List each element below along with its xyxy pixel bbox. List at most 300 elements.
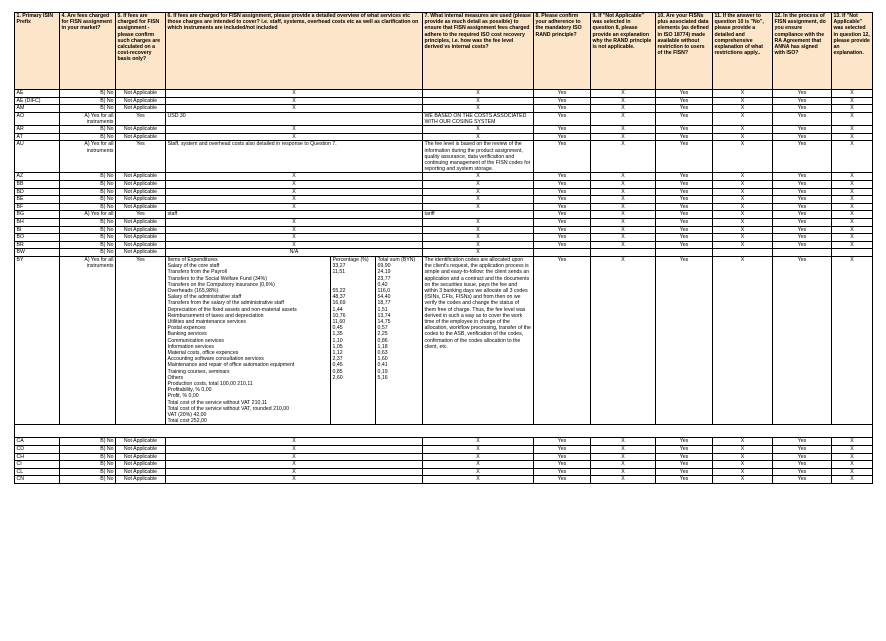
cell-q6: X xyxy=(166,476,423,484)
cell-q4: B) No xyxy=(60,90,116,98)
cell-q13: X xyxy=(832,188,873,196)
cell-isin: AE (DIFC) xyxy=(15,97,60,105)
cell-q4: B) No xyxy=(60,188,116,196)
cell-isin: AM xyxy=(15,105,60,113)
cell-q11: X xyxy=(713,112,773,125)
cell-isin: CI xyxy=(15,461,60,469)
sum-value: 24,19 xyxy=(377,269,391,276)
cell-q11 xyxy=(713,249,773,257)
sum-value: 5,16 xyxy=(377,374,388,381)
cell-q13 xyxy=(832,249,873,257)
cell-q5: Not Applicable xyxy=(116,133,166,141)
cell-q7: X xyxy=(423,234,534,242)
cell-q9: X xyxy=(591,180,656,188)
cell-q4: B) No xyxy=(60,97,116,105)
cell-q11: X xyxy=(713,211,773,219)
cell-q11: X xyxy=(713,188,773,196)
expenditure-line: Banking services xyxy=(167,331,207,338)
cell-q13: X xyxy=(832,141,873,173)
cell-q9: X xyxy=(591,203,656,211)
sum-value: 1,18 xyxy=(377,343,388,350)
header-q4: 4. Are fees charged for FISN assignment in your market? xyxy=(60,13,116,90)
sum-value: 13,74 xyxy=(377,312,391,319)
percentage-value: 48,37 xyxy=(332,294,346,301)
cell-q12: Yes xyxy=(773,453,832,461)
cell-isin: BD xyxy=(15,188,60,196)
cell-q12: Yes xyxy=(773,196,832,204)
cell-q9: X xyxy=(591,141,656,173)
cell-q6: Staff, system and overhead costs also detailed in response to Question 7. xyxy=(166,141,423,173)
cell-q10: Yes xyxy=(656,476,713,484)
cell-q7: X xyxy=(423,218,534,226)
header-q7: 7. What internal measures are used (please provide as much detail as possible) to ensure that FISN assignment fees charged adhere to the required ISO cost recovery principles, i.e. how was the fee level derived vs internal costs? xyxy=(423,13,534,90)
cell-q8: Yes xyxy=(534,234,591,242)
cell-q4: A) Yes for all instruments xyxy=(60,256,116,424)
cell-q12: Yes xyxy=(773,126,832,134)
cell-q6: X xyxy=(166,461,423,469)
cell-q5: Yes xyxy=(116,211,166,219)
percentage-value: 2,37 xyxy=(332,356,343,363)
cell-q7: X xyxy=(423,438,534,446)
cell-q13: X xyxy=(832,226,873,234)
cell-q4: B) No xyxy=(60,180,116,188)
cell-q5: Not Applicable xyxy=(116,90,166,98)
table-row xyxy=(15,446,873,454)
cell-q12: Yes xyxy=(773,256,832,424)
cell-q7: X xyxy=(423,249,534,257)
percentage-value: 55,22 xyxy=(332,287,346,294)
cell-q13: X xyxy=(832,126,873,134)
cell-q12: Yes xyxy=(773,438,832,446)
cell-q4: B) No xyxy=(60,218,116,226)
cell-isin: BH xyxy=(15,218,60,226)
cell-q4: B) No xyxy=(60,249,116,257)
expenditure-line: Profit, % 0,00 xyxy=(167,393,199,400)
cell-q7: X xyxy=(423,476,534,484)
cell-q8: Yes xyxy=(534,188,591,196)
cell-q5: Yes xyxy=(116,256,166,424)
cell-q9: X xyxy=(591,126,656,134)
cell-total-sum xyxy=(376,256,423,424)
cell-q7: X xyxy=(423,241,534,249)
cell-isin: CN xyxy=(15,476,60,484)
expenditure-line: Accounting software consultation services xyxy=(167,356,264,363)
cell-q12: Yes xyxy=(773,468,832,476)
cell-q12: Yes xyxy=(773,203,832,211)
cell-q9: X xyxy=(591,105,656,113)
percentage-value: 2,60 xyxy=(332,374,343,381)
cell-q7: X xyxy=(423,105,534,113)
cell-q11: X xyxy=(713,256,773,424)
cell-isin: AO xyxy=(15,112,60,125)
cell-q10: Yes xyxy=(656,234,713,242)
cell-q11: X xyxy=(713,468,773,476)
cell-q11: X xyxy=(713,241,773,249)
cell-q5: Not Applicable xyxy=(116,461,166,469)
cell-q6: N/A xyxy=(166,249,423,257)
table-row xyxy=(15,226,873,234)
header-q5: 5. If fees are charged for FISN assignment - please confirm such charges are calculated on a cost-recovery basis only? xyxy=(116,13,166,90)
cell-q4: A) Yes for all instruments xyxy=(60,112,116,125)
cell-q13: X xyxy=(832,446,873,454)
cell-isin: BR xyxy=(15,241,60,249)
cell-q13: X xyxy=(832,196,873,204)
cell-q6: X xyxy=(166,105,423,113)
cell-q4: A) Yes for all xyxy=(60,211,116,219)
cell-q6: X xyxy=(166,468,423,476)
cell-q6: X xyxy=(166,226,423,234)
cell-q5: Not Applicable xyxy=(116,203,166,211)
cell-q10: Yes xyxy=(656,188,713,196)
cell-q12: Yes xyxy=(773,90,832,98)
cell-q10: Yes xyxy=(656,141,713,173)
cell-q5: Not Applicable xyxy=(116,188,166,196)
header-q11: 11. If the answer to question 10 is "No", please provide a detailed and comprehensive explanation of what restrictions apply.. xyxy=(713,13,773,90)
cell-q10: Yes xyxy=(656,133,713,141)
cell-q10: Yes xyxy=(656,256,713,424)
sum-value: 54,40 xyxy=(377,294,391,301)
cell-q4: B) No xyxy=(60,438,116,446)
cell-q11: X xyxy=(713,105,773,113)
cell-q6: X xyxy=(166,203,423,211)
cell-q10: Yes xyxy=(656,97,713,105)
percentage-value: 16,69 xyxy=(332,300,346,307)
cell-q4: B) No xyxy=(60,461,116,469)
cell-q4: B) No xyxy=(60,196,116,204)
cell-q8: Yes xyxy=(534,180,591,188)
cell-q12: Yes xyxy=(773,226,832,234)
cell-q11: X xyxy=(713,97,773,105)
table-row xyxy=(15,97,873,105)
expenditure-line: Transfers from the Payroll xyxy=(167,269,227,276)
table-body-top xyxy=(15,90,873,257)
cell-isin: AE xyxy=(15,90,60,98)
cell-q10: Yes xyxy=(656,218,713,226)
cell-q9: X xyxy=(591,196,656,204)
cell-isin: CD xyxy=(15,446,60,454)
cell-q13: X xyxy=(832,180,873,188)
cell-q5: Not Applicable xyxy=(116,218,166,226)
table-row xyxy=(15,461,873,469)
cell-q12: Yes xyxy=(773,241,832,249)
cell-q4: A) Yes for all instruments xyxy=(60,141,116,173)
cell-q6: X xyxy=(166,90,423,98)
cell-q9: X xyxy=(591,446,656,454)
table-row xyxy=(15,141,873,173)
cell-q12: Yes xyxy=(773,234,832,242)
cell-q11: X xyxy=(713,180,773,188)
table-row xyxy=(15,476,873,484)
sum-value: 23,77 xyxy=(377,275,391,282)
blank-cell xyxy=(15,425,873,438)
expenditure-line: Total cost 252,00 xyxy=(167,418,207,425)
expenditure-line: Maintenance and repair of office automation equipment xyxy=(167,362,295,369)
expenditure-line: Total cost of the service without VAT, rounded 210,00 xyxy=(167,405,289,412)
expenditure-line: Reimbursement of taxes and depreciation xyxy=(167,312,264,319)
sum-value: 14,75 xyxy=(377,318,391,325)
percentage-value: 0,45 xyxy=(332,325,343,332)
table-row xyxy=(15,126,873,134)
cell-q10: Yes xyxy=(656,226,713,234)
cell-q4: B) No xyxy=(60,241,116,249)
cell-isin: BF xyxy=(15,203,60,211)
percentage-value: 11,51 xyxy=(332,269,346,276)
header-q13: 13. If "Not Applicable" was selected in question 12, please provide an explanation. xyxy=(832,13,873,90)
percentage-value: 1,44 xyxy=(332,306,343,313)
cell-q13: X xyxy=(832,211,873,219)
cell-q11: X xyxy=(713,446,773,454)
cell-q4: B) No xyxy=(60,234,116,242)
cell-q10: Yes xyxy=(656,211,713,219)
cell-q12: Yes xyxy=(773,461,832,469)
cell-q9: X xyxy=(591,461,656,469)
cell-q11: X xyxy=(713,90,773,98)
cell-q13: X xyxy=(832,241,873,249)
cell-q13: X xyxy=(832,218,873,226)
percentage-value: 1,12 xyxy=(332,349,343,356)
expenditure-line: VAT (20%) 42,00 xyxy=(167,412,207,418)
cell-q8: Yes xyxy=(534,133,591,141)
cell-isin: CH xyxy=(15,453,60,461)
cell-q4: B) No xyxy=(60,226,116,234)
cell-q12: Yes xyxy=(773,133,832,141)
cell-q12: Yes xyxy=(773,97,832,105)
cell-q11: X xyxy=(713,133,773,141)
cell-q13: X xyxy=(832,203,873,211)
cell-q11: X xyxy=(713,173,773,181)
header-q12: 12. In the process of FISN assignment, do you ensure compliance with the RA Agreement that ANNA has signed with ISO? xyxy=(773,13,832,90)
cell-q8: Yes xyxy=(534,256,591,424)
cell-q10: Yes xyxy=(656,203,713,211)
cell-isin: AT xyxy=(15,133,60,141)
cell-q8: Yes xyxy=(534,438,591,446)
expenditure-line: Salary of the core staff xyxy=(167,263,220,270)
cell-q9: X xyxy=(591,453,656,461)
survey-table xyxy=(14,12,873,484)
cell-q5: Yes xyxy=(116,112,166,125)
cell-q6: X xyxy=(166,446,423,454)
cell-q9: X xyxy=(591,476,656,484)
expenditure-line: Utilities and maintenance services xyxy=(167,318,246,325)
sum-value: 2,25 xyxy=(377,331,388,338)
table-row xyxy=(15,438,873,446)
expenditure-line: Production costs, total 100,00 210,11 xyxy=(167,380,253,387)
cell-q4: B) No xyxy=(60,446,116,454)
cell-q12 xyxy=(773,249,832,257)
sum-value: 0,57 xyxy=(377,325,388,332)
cell-q12: Yes xyxy=(773,112,832,125)
cell-q9: X xyxy=(591,468,656,476)
cell-q4: B) No xyxy=(60,133,116,141)
cell-q4: B) No xyxy=(60,203,116,211)
expenditure-line: Depreciation of the fixed assets and non-material assets xyxy=(167,306,297,313)
cell-q8: Yes xyxy=(534,211,591,219)
table-row xyxy=(15,249,873,257)
cell-q11: X xyxy=(713,196,773,204)
cell-q7: X xyxy=(423,203,534,211)
cell-q13: X xyxy=(832,461,873,469)
sum-value: 1,60 xyxy=(377,356,388,363)
cell-q12: Yes xyxy=(773,180,832,188)
cell-q12: Yes xyxy=(773,211,832,219)
percentage-value: 0,45 xyxy=(332,362,343,369)
cell-q6: X xyxy=(166,241,423,249)
expenditure-line: Communication services xyxy=(167,337,225,344)
cell-q4: B) No xyxy=(60,453,116,461)
table-row xyxy=(15,180,873,188)
cell-q8: Yes xyxy=(534,461,591,469)
cell-q8: Yes xyxy=(534,141,591,173)
cell-expenditure-items xyxy=(166,256,331,424)
cell-isin: AZ xyxy=(15,173,60,181)
table-row xyxy=(15,218,873,226)
cell-isin: BE xyxy=(15,196,60,204)
cell-q8: Yes xyxy=(534,468,591,476)
cell-q12: Yes xyxy=(773,105,832,113)
cell-q7: X xyxy=(423,173,534,181)
cell-q6: X xyxy=(166,188,423,196)
cell-isin: AU xyxy=(15,141,60,173)
cell-q12: Yes xyxy=(773,188,832,196)
cell-q5: Not Applicable xyxy=(116,438,166,446)
cell-isin: BY xyxy=(15,256,60,424)
cell-q13: X xyxy=(832,105,873,113)
cell-q13: X xyxy=(832,90,873,98)
cell-q7: X xyxy=(423,133,534,141)
cell-q10: Yes xyxy=(656,446,713,454)
cell-q10: Yes xyxy=(656,180,713,188)
table-row xyxy=(15,196,873,204)
cell-q6: X xyxy=(166,133,423,141)
cell-q13: X xyxy=(832,173,873,181)
cell-q13: X xyxy=(832,97,873,105)
percentage-value: Percentage (%) xyxy=(332,256,369,263)
cell-q5: Not Applicable xyxy=(116,446,166,454)
cell-q10: Yes xyxy=(656,241,713,249)
table-row xyxy=(15,241,873,249)
blank-row xyxy=(15,425,873,438)
cell-q13: X xyxy=(832,234,873,242)
cell-q11: X xyxy=(713,453,773,461)
cell-q9: X xyxy=(591,133,656,141)
cell-q7: The fee level is based on the review of the information during the product assignment, quality assurance, data verification and continuing management of the FISN codes for reporting and system storage. xyxy=(423,141,534,173)
sum-value: Total sum (BYN) xyxy=(377,256,416,263)
cell-q5: Not Applicable xyxy=(116,476,166,484)
sum-value: 0,19 xyxy=(377,368,388,375)
cell-q9: X xyxy=(591,211,656,219)
expenditure-line: Overheads (165,98%): xyxy=(167,287,220,294)
expenditure-line: Transfers to the Social Welfare Fund (34%) xyxy=(167,275,267,282)
cell-q11: X xyxy=(713,476,773,484)
cell-isin: BW xyxy=(15,249,60,257)
cell-q9: X xyxy=(591,438,656,446)
percentage-value: 11,60 xyxy=(332,318,346,325)
cell-q9: X xyxy=(591,97,656,105)
cell-q5: Not Applicable xyxy=(116,249,166,257)
cell-q4: B) No xyxy=(60,173,116,181)
expenditure-line: Material costs, office expences xyxy=(167,349,239,356)
percentage-value: 10,76 xyxy=(332,312,346,319)
cell-q13: X xyxy=(832,476,873,484)
cell-q5: Not Applicable xyxy=(116,126,166,134)
cell-q10: Yes xyxy=(656,105,713,113)
sum-value: 0,41 xyxy=(377,362,388,369)
cell-q7: The identification codes are allocated upon the client's request, the application process is simple and easy-to-follow: the client sends an application and a contract and the documents on the securities issue, pays the fee and within 3 banking days we allocate all 3 codes (ISINs, CFIs, FISNs) and from then on we verify the codes and change the status of them free of charge. Thus, the fee level was derived in such a way as to cover the work time of the employee in charge of the allocation, workflow processing, transfer of the codes to the ASB, verification of the codes, confirmation of the codes allocation to the client, etc. xyxy=(423,256,534,424)
cell-q9 xyxy=(591,249,656,257)
header-q10: 10. Are your FISNs plus associated data elements (as defined in ISO 18774) made available without restriction to users of the FISN? xyxy=(656,13,713,90)
cell-isin: CA xyxy=(15,438,60,446)
cell-q11: X xyxy=(713,234,773,242)
cell-q6: X xyxy=(166,453,423,461)
cell-q8: Yes xyxy=(534,112,591,125)
sum-value: 0,86 xyxy=(377,337,388,344)
cell-q12: Yes xyxy=(773,173,832,181)
cell-q8 xyxy=(534,249,591,257)
cell-q6: X xyxy=(166,438,423,446)
cell-q13: X xyxy=(832,112,873,125)
header-q8: 8. Please confirm your adherence to the mandatory ISO RAND principle? xyxy=(534,13,591,90)
cell-q7: X xyxy=(423,196,534,204)
cell-q12: Yes xyxy=(773,141,832,173)
cell-q13: X xyxy=(832,256,873,424)
expenditure-line: Others xyxy=(167,374,184,381)
cell-q7: WE BASED ON THE COSTS ASSOCIATED WITH OUR COSING SYSTEM xyxy=(423,112,534,125)
cell-q10 xyxy=(656,249,713,257)
cell-q8: Yes xyxy=(534,90,591,98)
cell-q5: Not Applicable xyxy=(116,173,166,181)
cell-q7: X xyxy=(423,226,534,234)
percentage-value: 1,35 xyxy=(332,331,343,338)
table-header xyxy=(15,13,873,90)
table-row-by xyxy=(15,256,873,424)
expenditure-line: Total cost of the service without VAT 210,11 xyxy=(167,399,268,406)
sum-value: 0,42 xyxy=(377,281,388,288)
table-row xyxy=(15,453,873,461)
cell-q5: Not Applicable xyxy=(116,226,166,234)
cell-isin: BI xyxy=(15,226,60,234)
cell-q5: Not Applicable xyxy=(116,453,166,461)
cell-q5: Not Applicable xyxy=(116,196,166,204)
cell-q7: X xyxy=(423,126,534,134)
cell-q9: X xyxy=(591,90,656,98)
expenditure-line: Transfers on the Compulsory insurance (0,6%) xyxy=(167,281,275,288)
expenditure-line: Postal expences xyxy=(167,325,206,332)
cell-q6: USD 30 xyxy=(166,112,423,125)
cell-q5: Not Applicable xyxy=(116,468,166,476)
cell-q9: X xyxy=(591,234,656,242)
cell-q9: X xyxy=(591,226,656,234)
cell-q9: X xyxy=(591,241,656,249)
cell-q13: X xyxy=(832,133,873,141)
cell-q12: Yes xyxy=(773,446,832,454)
cell-q7: X xyxy=(423,468,534,476)
cell-q4: B) No xyxy=(60,105,116,113)
table-row xyxy=(15,234,873,242)
cell-q4: B) No xyxy=(60,476,116,484)
sum-value: 116,0 xyxy=(377,287,391,294)
cell-q11: X xyxy=(713,126,773,134)
cell-q11: X xyxy=(713,203,773,211)
table-row xyxy=(15,173,873,181)
percentage-value: 1,05 xyxy=(332,343,343,350)
cell-q7: X xyxy=(423,90,534,98)
cell-percentage xyxy=(331,256,376,424)
cell-q10: Yes xyxy=(656,196,713,204)
cell-isin: AR xyxy=(15,126,60,134)
cell-isin: BG xyxy=(15,211,60,219)
cell-q5: Not Applicable xyxy=(116,105,166,113)
cell-q6: staff xyxy=(166,211,423,219)
